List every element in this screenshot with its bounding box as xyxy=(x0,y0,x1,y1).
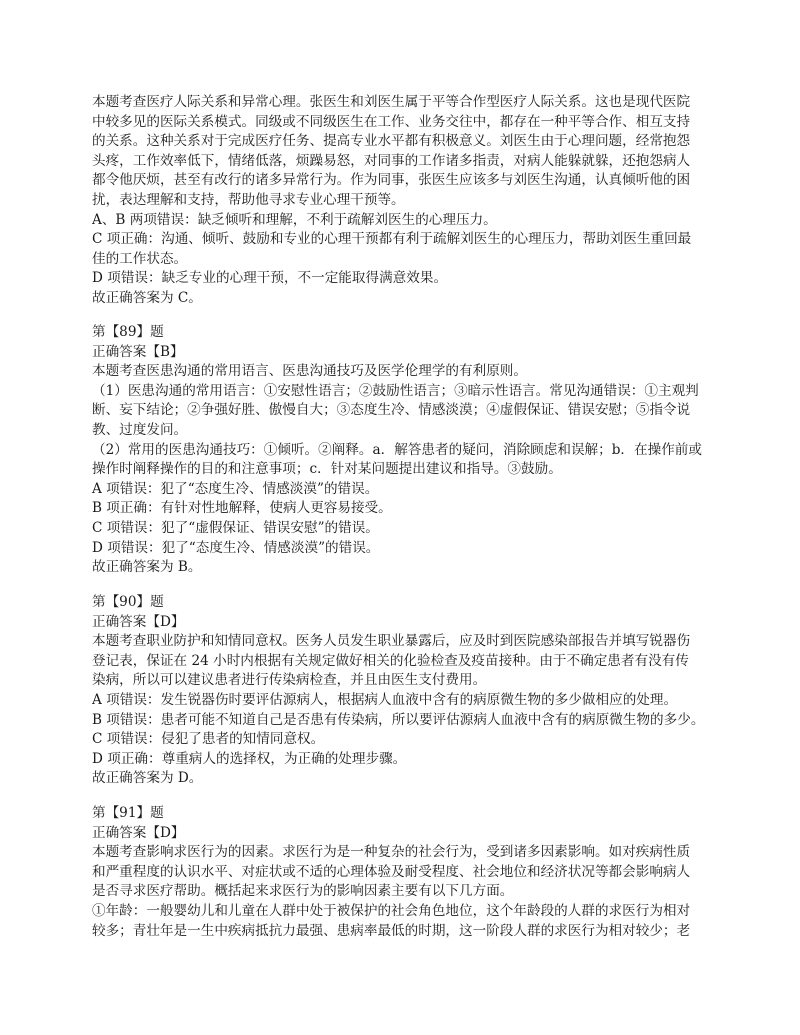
text-line: D 项错误：犯了“态度生冷、情感淡漠”的错误。 xyxy=(92,539,380,556)
text-line: D 项正确：尊重病人的选择权，为正确的处理步骤。 xyxy=(92,750,407,767)
text-line: 操作时阐释操作的目的和注意事项；c．针对某问题提出建议和指导。③鼓励。 xyxy=(92,461,562,478)
text-line: 教、过度发问。 xyxy=(92,421,188,438)
text-line: 本题考查影响求医行为的因素。求医行为是一种复杂的社会行为，受到诸多因素影响。如对疾病性质 xyxy=(92,844,691,861)
question-title: 第【89】题 xyxy=(92,324,164,340)
text-line: 本题考查职业防护和知情同意权。医务人员发生职业暴露后，应及时到医院感染部报告并填写锐器伤 xyxy=(92,633,691,650)
text-line: 本题考查医疗人际关系和异常心理。张医生和刘医生属于平等合作型医疗人际关系。这也是现代医院 xyxy=(92,94,691,110)
correct-answer: 正确答案【D】 xyxy=(92,824,185,841)
text-line: A 项错误：发生锐器伤时要评估源病人，根据病人血液中含有的病原微生物的多少做相应的处理。 xyxy=(92,691,678,708)
text-line: A、B 两项错误：缺乏倾听和理解，不利于疏解刘医生的心理压力。 xyxy=(92,211,497,228)
text-line: ①年龄：一般婴幼儿和儿童在人群中处于被保护的社会角色地位，这个年龄段的人群的求医行为相对 xyxy=(92,902,691,919)
text-line: 头疼，工作效率低下，情绪低落，烦躁易怒，对同事的工作诸多指责，对病人能躲就躲，还抱怨病人 xyxy=(92,152,691,169)
correct-answer: 正确答案【D】 xyxy=(92,613,185,630)
text-line: 和严重程度的认识水平、对症状或不适的心理体验及耐受程度、社会地位和经济状况等都会影响病人 xyxy=(92,863,691,880)
text-line: C 项错误：侵犯了患者的知情同意权。 xyxy=(92,731,325,748)
text-line: 都令他厌烦，甚至有改行的诸多异常行为。作为同事，张医生应该多与刘医生沟通，认真倾听他的困 xyxy=(92,172,691,189)
text-line: 的关系。这种关系对于完成医疗任务、提高专业水平都有积极意义。刘医生由于心理问题，经常抱怨 xyxy=(92,133,691,150)
question-89 xyxy=(92,323,708,578)
text-line: B 项正确：有针对性地解释，使病人更容易接受。 xyxy=(92,500,392,517)
answer-conclusion: 故正确答案为 C。 xyxy=(92,289,202,306)
text-line: （1）医患沟通的常用语言：①安慰性语言；②鼓励性语言；③暗示性语言。常见沟通错误：①主观判 xyxy=(92,382,699,399)
text-line: 扰，表达理解和支持，帮助他寻求专业心理干预等。 xyxy=(92,191,405,208)
question-title: 第【90】题 xyxy=(92,594,164,610)
text-line: 中较多见的医际关系模式。同级或不同级医生在工作、业务交往中，都存在一种平等合作、相互支持 xyxy=(92,113,691,130)
text-line: （2）常用的医患沟通技巧：①倾听。②阐释。a．解答患者的疑问，消除顾虑和误解；b．在操作前或 xyxy=(92,441,702,458)
text-line: C 项错误：犯了“虚假保证、错误安慰”的错误。 xyxy=(92,519,379,536)
text-line: 本题考查医患沟通的常用语言、医患沟通技巧及医学伦理学的有利原则。 xyxy=(92,363,527,380)
answer-conclusion: 故正确答案为 D。 xyxy=(92,770,203,787)
text-line: B 项错误：患者可能不知道自己是否患有传染病，所以要评估源病人血液中含有的病原微生物的多少。 xyxy=(92,711,705,728)
text-line: 断、妄下结论；②争强好胜、傲慢自大；③态度生冷、情感淡漠；④虚假保证、错误安慰；⑤指令说 xyxy=(92,402,691,419)
text-line: 登记表，保证在 24 小时内根据有关规定做好相关的化验检查及疫苗接种。由于不确定患者有没有传 xyxy=(92,652,689,669)
answer-conclusion: 故正确答案为 B。 xyxy=(92,559,202,576)
question-91 xyxy=(92,804,708,941)
text-line: A 项错误：犯了“态度生冷、情感淡漠”的错误。 xyxy=(92,480,379,497)
text-line: 是否寻求医疗帮助。概括起来求医行为的影响因素主要有以下几方面。 xyxy=(92,883,514,900)
text-line: 染病，所以可以建议患者进行传染病检查，并且由医生支付费用。 xyxy=(92,672,487,689)
text-line: 佳的工作状态。 xyxy=(92,250,188,267)
correct-answer: 正确答案【B】 xyxy=(92,343,184,360)
question-88-explanation xyxy=(92,93,708,309)
text-line: D 项错误：缺乏专业的心理干预，不一定能取得满意效果。 xyxy=(92,270,448,287)
text-line: C 项正确：沟通、倾听、鼓励和专业的心理干预都有利于疏解刘医生的心理压力，帮助刘医生重回最 xyxy=(92,231,692,248)
question-title: 第【91】题 xyxy=(92,805,164,821)
question-90 xyxy=(92,593,708,789)
text-line: 较多；青壮年是一生中疾病抵抗力最强、患病率最低的时期，这一阶段人群的求医行为相对较少；老 xyxy=(92,922,691,939)
